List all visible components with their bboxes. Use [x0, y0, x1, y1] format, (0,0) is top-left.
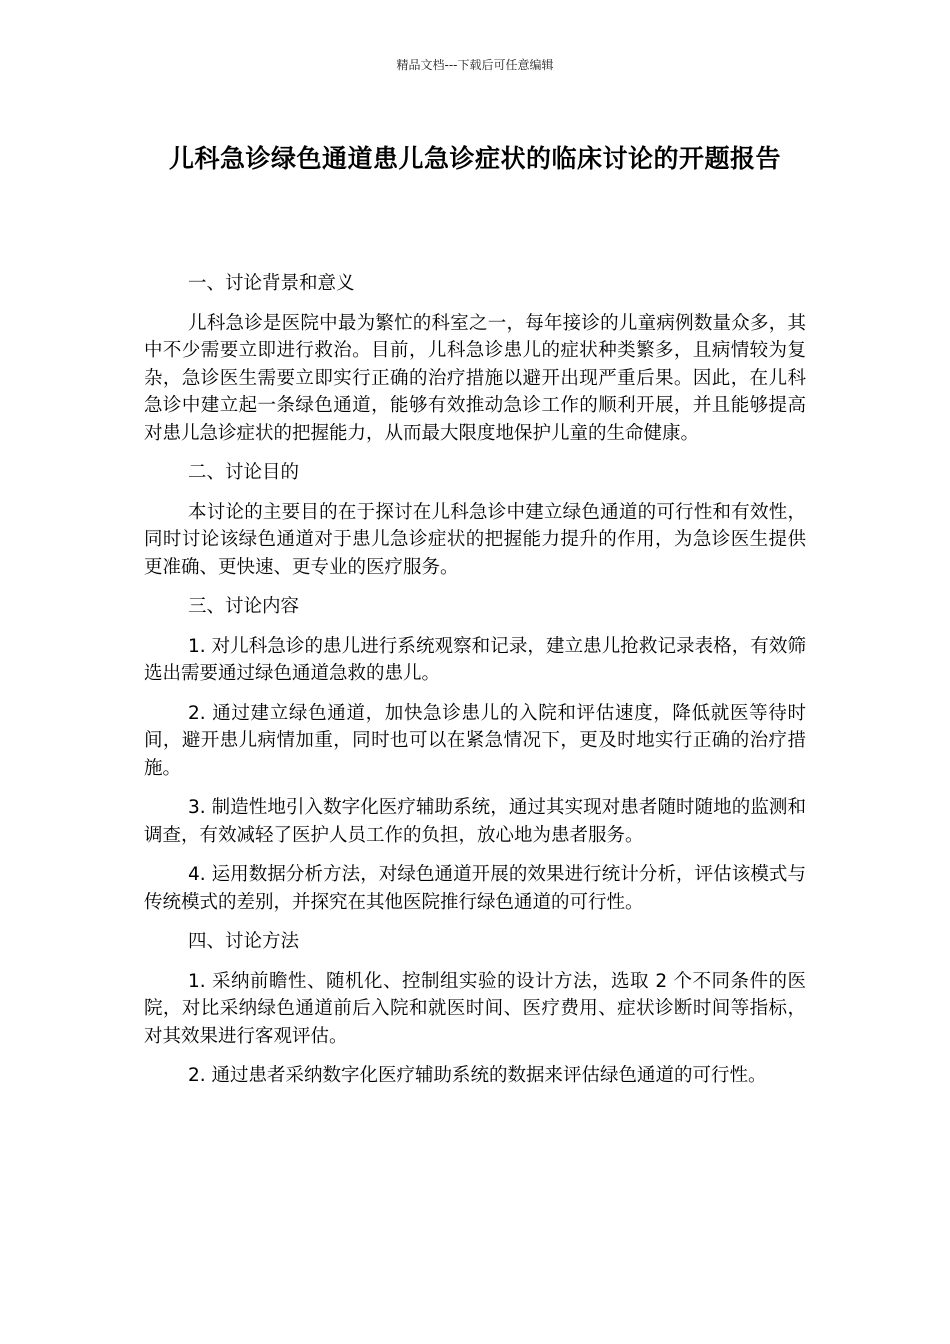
document-title: 儿科急诊绿色通道患儿急诊症状的临床讨论的开题报告 [168, 144, 781, 173]
section-heading: 一、讨论背景和意义 [188, 273, 355, 294]
list-item-paragraph: 4. 运用数据分析方法，对绿色通道开展的效果进行统计分析，评估该模式与传统模式的差别，并探究在其他医院推行绿色通道的可行性。 [144, 864, 806, 913]
header-note: 精品文档---下载后可任意编辑 [396, 58, 554, 72]
section-heading: 三、讨论内容 [188, 596, 300, 617]
document-body [144, 270, 806, 1102]
list-item-paragraph: 3. 制造性地引入数字化医疗辅助系统，通过其实现对患者随时随地的监测和调查，有效减轻了医护人员工作的负担，放心地为患者服务。 [144, 797, 806, 846]
body-paragraph: 儿科急诊是医院中最为繁忙的科室之一，每年接诊的儿童病例数量众多，其中不少需要立即进行救治。目前，儿科急诊患儿的症状种类繁多，且病情较为复杂，急诊医生需要立即实行正确的治疗措施以避开出现严重后果。因此，在儿科急诊中建立起一条绿色通道，能够有效推动急诊工作的顺利开展，并且能够提高对患儿急诊症状的把握能力，从而最大限度地保护儿童的生命健康。 [144, 312, 806, 444]
section-heading: 二、讨论目的 [188, 462, 300, 483]
list-item-paragraph: 2. 通过患者采纳数字化医疗辅助系统的数据来评估绿色通道的可行性。 [188, 1065, 767, 1086]
list-item-paragraph: 1. 采纳前瞻性、随机化、控制组实验的设计方法，选取 2 个不同条件的医院，对比采纳绿色通道前后入院和就医时间、医疗费用、症状诊断时间等指标，对其效果进行客观评估。 [144, 970, 806, 1047]
body-paragraph: 本讨论的主要目的在于探讨在儿科急诊中建立绿色通道的可行性和有效性，同时讨论该绿色通道对于患儿急诊症状的把握能力提升的作用，为急诊医生提供更准确、更快速、更专业的医疗服务。 [144, 501, 806, 578]
list-item-paragraph: 2. 通过建立绿色通道，加快急诊患儿的入院和评估速度，降低就医等待时间，避开患儿病情加重，同时也可以在紧急情况下，更及时地实行正确的治疗措施。 [144, 702, 806, 779]
section-heading: 四、讨论方法 [188, 931, 300, 952]
list-item-paragraph: 1. 对儿科急诊的患儿进行系统观察和记录，建立患儿抢救记录表格，有效筛选出需要通过绿色通道急救的患儿。 [144, 635, 806, 684]
